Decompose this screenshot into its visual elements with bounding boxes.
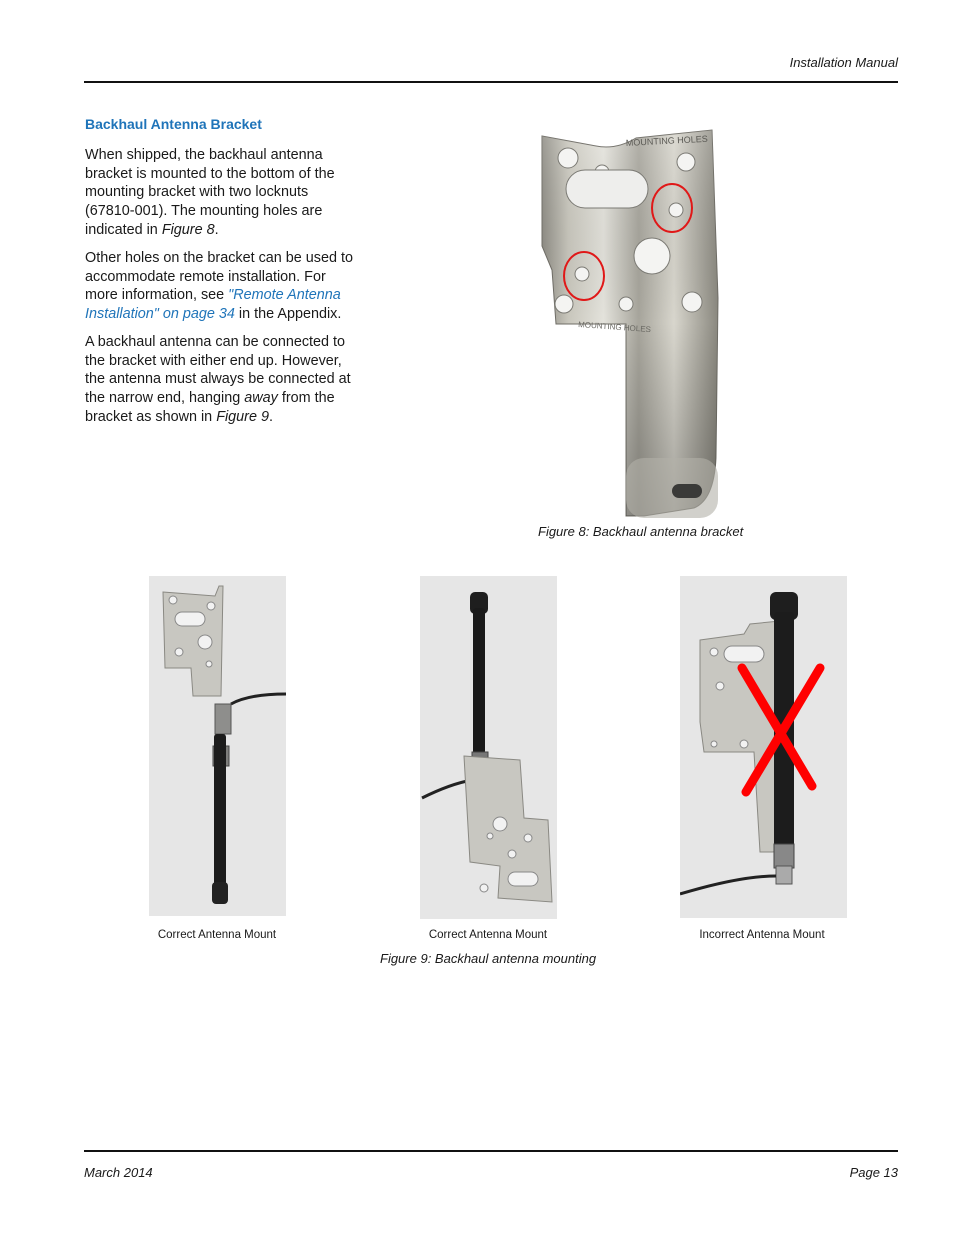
paragraph-orientation <box>85 333 360 427</box>
paragraph-text: . <box>214 221 219 238</box>
bracket-photo <box>526 128 738 524</box>
section-heading: Backhaul Antenna Bracket <box>85 116 262 132</box>
paragraph-text: in the Appendix. <box>234 306 342 323</box>
paragraph-text: When shipped, the backhaul antenna bracket is mounted to the bottom of the mounting bracket with two locknuts (67810-001). The mounting holes are indicated in <box>85 147 335 238</box>
footer-page-number: Page 13 <box>849 1165 898 1180</box>
footer-rule <box>84 1150 898 1152</box>
figure-8-caption: Figure 8: Backhaul antenna bracket <box>538 524 744 539</box>
remote-installation-link[interactable]: "Remote Antenna Installation" on page 34 <box>85 287 341 323</box>
emphasis-away: away <box>244 390 278 407</box>
header-title: Installation Manual <box>789 55 898 70</box>
paragraph-text: . <box>268 408 273 425</box>
photo-label-1: Correct Antenna Mount <box>157 929 277 941</box>
figure-9-caption: Figure 9: Backhaul antenna mounting <box>380 951 597 966</box>
paragraph-other-holes <box>85 249 360 324</box>
header-rule <box>84 81 898 83</box>
figure-reference: Figure 9 <box>216 408 269 425</box>
paragraph-text: A backhaul antenna can be connected to the bracket with either end up. However, the antenna must always be connected at the narrow end, hanging <box>85 334 351 407</box>
correct-mount-photo-2 <box>420 576 557 919</box>
photo-label-2: Correct Antenna Mount <box>428 929 548 941</box>
photo-label-3: Incorrect Antenna Mount <box>699 929 825 941</box>
figure-reference: Figure 8 <box>161 221 215 238</box>
stamp-text: MOUNTING HOLES <box>577 320 652 335</box>
paragraph-text: Other holes on the bracket can be used to accommodate remote installation. For more information, see <box>85 250 353 304</box>
footer-date: March 2014 <box>84 1165 153 1180</box>
paragraph-shipping <box>85 146 360 240</box>
paragraph-text: from the bracket as shown in <box>85 390 335 425</box>
stamp-text: MOUNTING HOLES <box>625 133 709 148</box>
incorrect-mount-photo <box>680 576 847 918</box>
correct-mount-photo-1 <box>149 576 286 916</box>
